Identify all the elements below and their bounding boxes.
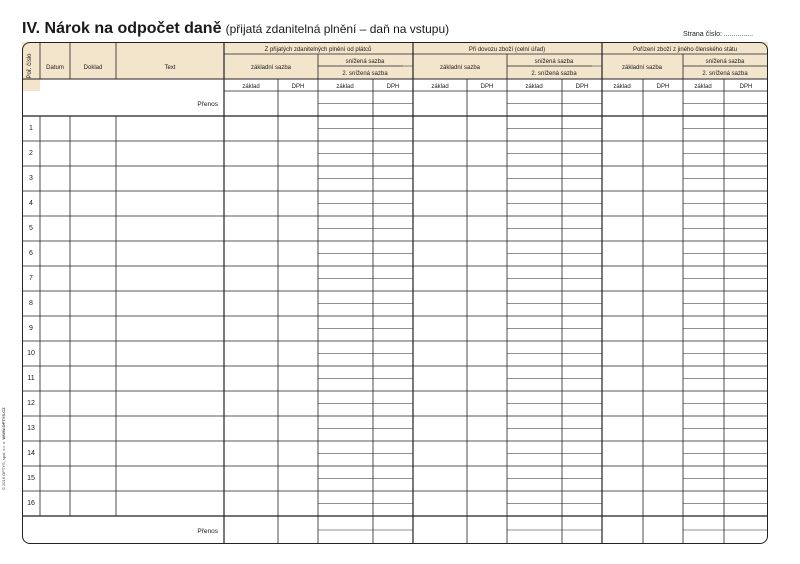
website-text: WWW.OPTYS.CZ xyxy=(1,407,6,440)
zaklad-header-2: základ xyxy=(336,84,354,90)
row-number: 15 xyxy=(27,475,35,482)
title-main: IV. Nárok na odpočet daně xyxy=(22,20,222,37)
zaklad-header-3: základ xyxy=(431,84,449,90)
title-subtitle: (přijatá zdanitelná plnění – daň na vstupu) xyxy=(225,22,450,36)
zakladni-sazba-1: základní sazba xyxy=(250,65,292,71)
col-header-por-cislo: Poř. číslo xyxy=(27,53,33,79)
row-number: 7 xyxy=(29,275,33,282)
row-number: 16 xyxy=(27,500,35,507)
group-header-1: Z přijatých zdanitelných plnění od plátců xyxy=(264,47,372,53)
snizena-sazba-3-2: 2. snížená sazba xyxy=(702,71,748,77)
group-header-3: Pořízení zboží z jiného členského státu xyxy=(632,47,738,53)
dph-header-3: DPH xyxy=(480,84,494,90)
row-number: 1 xyxy=(29,125,33,132)
zaklad-header-4: základ xyxy=(525,84,543,90)
zakladni-sazba-3: základní sazba xyxy=(621,65,663,71)
snizena-sazba-2: snížená sazba xyxy=(534,59,574,65)
snizena-sazba-2-2: 2. snížená sazba xyxy=(531,71,577,77)
row-number: 13 xyxy=(27,425,35,432)
dph-header-6: DPH xyxy=(739,84,753,90)
zaklad-header-1: základ xyxy=(242,84,260,90)
row-number: 14 xyxy=(27,450,35,457)
snizena-sazba-1-2: 2. snížená sazba xyxy=(342,71,388,77)
table-frame xyxy=(22,42,768,544)
dph-header-2: DPH xyxy=(386,84,400,90)
row-number: 5 xyxy=(29,225,33,232)
zaklad-header-5: základ xyxy=(613,84,631,90)
page-number-label: Strana číslo: ............... xyxy=(683,31,754,38)
dph-header-5: DPH xyxy=(656,84,670,90)
col-header-text: Text xyxy=(164,65,176,71)
row-number: 11 xyxy=(27,375,35,382)
row-number: 8 xyxy=(29,300,33,307)
col-header-datum: Datum xyxy=(46,65,64,71)
row-number: 2 xyxy=(29,150,33,157)
prenos-bottom-label: Přenos xyxy=(197,528,218,535)
copyright-text: © 2016 OPTYS, spol. s r. o. xyxy=(1,440,6,490)
dph-header-1: DPH xyxy=(291,84,305,90)
zaklad-header-6: základ xyxy=(694,84,712,90)
row-number: 10 xyxy=(27,350,35,357)
row-number: 3 xyxy=(29,175,33,182)
row-number: 4 xyxy=(29,200,33,207)
row-number: 9 xyxy=(29,325,33,332)
zakladni-sazba-2: základní sazba xyxy=(439,65,481,71)
row-number: 12 xyxy=(27,400,35,407)
row-number: 6 xyxy=(29,250,33,257)
prenos-top-label: Přenos xyxy=(197,101,218,108)
snizena-sazba-1: snížená sazba xyxy=(345,59,385,65)
snizena-sazba-3: snížená sazba xyxy=(705,59,745,65)
dph-header-4: DPH xyxy=(575,84,589,90)
group-header-2: Při dovozu zboží (celní úřad) xyxy=(468,47,546,53)
col-header-doklad: Doklad xyxy=(83,65,103,71)
